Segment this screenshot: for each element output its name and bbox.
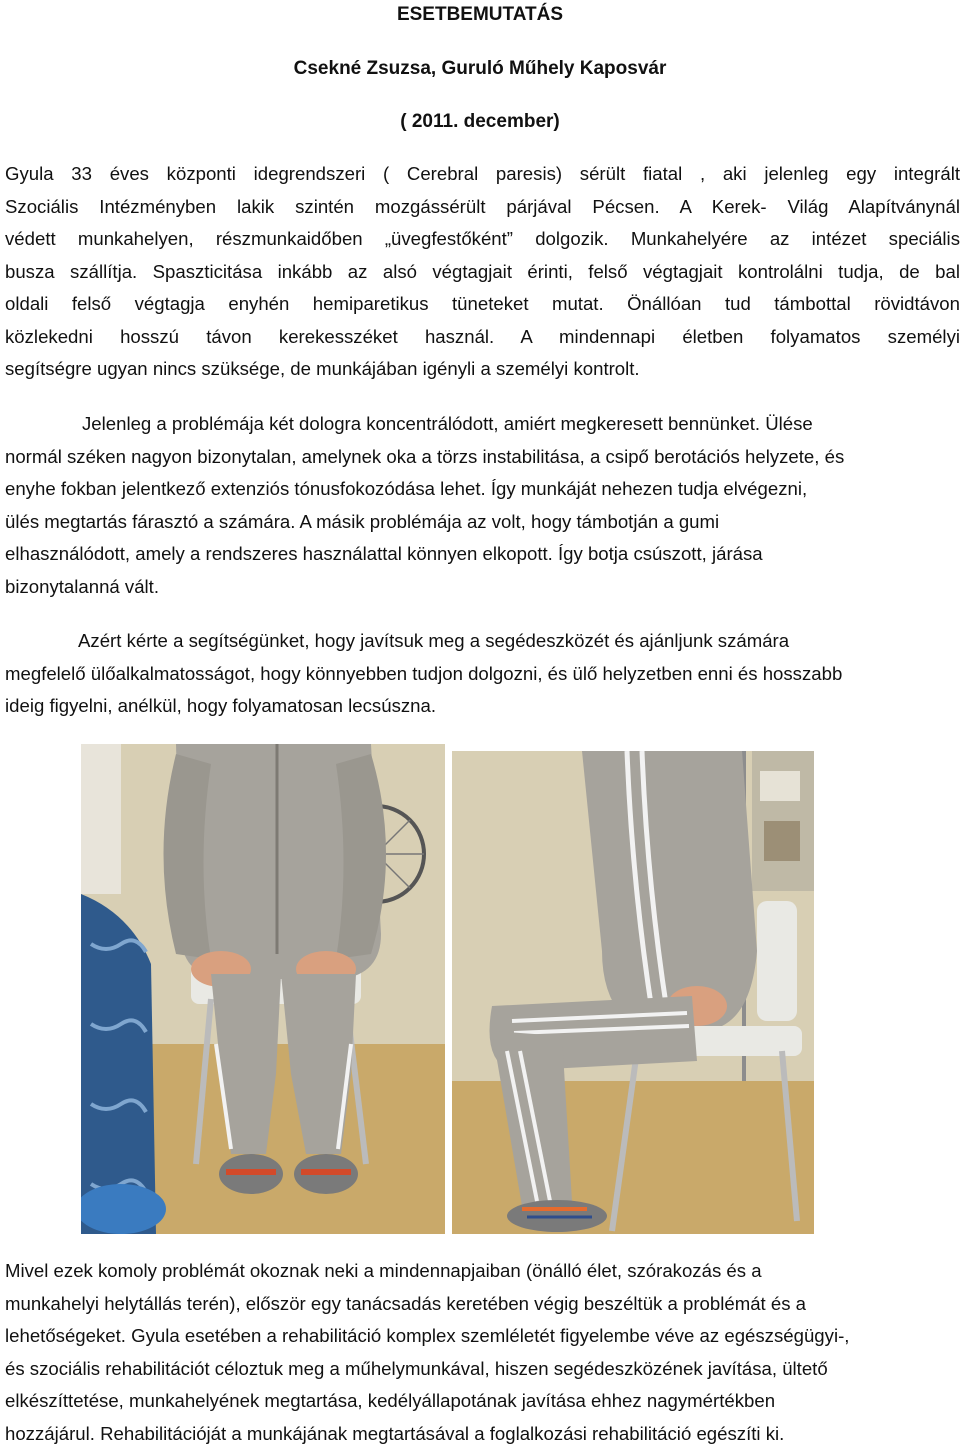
document-date: ( 2011. december) <box>0 110 960 134</box>
document-title: ESETBEMUTATÁS <box>0 3 960 27</box>
text-line: ideig figyelni, anélkül, hogy folyamatosan lecsúszna. <box>5 690 960 723</box>
text-line: védett munkahelyen, részmunkaidőben „üvegfestőként” dolgozik. Munkahelyére az intézet speciális <box>5 223 960 256</box>
text-line: busza szállítja. Spaszticitása inkább az alsó végtagjait érinti, felső végtagjait kontrolálni tudja, de bal <box>5 256 960 289</box>
text-line: Jelenleg a problémája két dologra koncentrálódott, amiért megkeresett bennünket. Ülése <box>5 408 960 441</box>
text-line: ülés megtartás fárasztó a számára. A másik problémája az volt, hogy támbotján a gumi <box>5 506 960 539</box>
text-line: elhasználódott, amely a rendszeres használattal könnyen elkopott. Így botja csúszott, járása <box>5 538 960 571</box>
text-line: oldali felső végtagja enyhén hemiparetikus tüneteket mutat. Önállóan tud támbottal rövidtávon <box>5 288 960 321</box>
paragraph-4 <box>5 1255 960 1450</box>
text-line: közlekedni hosszú távon kerekesszéket használ. A mindennapi életben folyamatos személyi <box>5 321 960 354</box>
text-line: Mivel ezek komoly problémát okoznak neki a mindennapjaiban (önálló élet, szórakozás és a <box>5 1255 960 1288</box>
text-line: elkészíttetése, munkahelyének megtartása, kedélyállapotának javítása ehhez nagymértékben <box>5 1385 960 1418</box>
photo-side-seated <box>452 751 814 1234</box>
text-line: enyhe fokban jelentkező extenziós tónusfokozódása lehet. Így munkáját nehezen tudja elvégezni, <box>5 473 960 506</box>
text-line: segítségre ugyan nincs szüksége, de munkájában igényli a személyi kontrolt. <box>5 353 960 386</box>
text-line: Gyula 33 éves központi idegrendszeri ( Cerebral paresis) sérült fiatal , aki jelenleg egy integrált <box>5 158 960 191</box>
paragraph-2 <box>5 408 960 603</box>
text-line: hozzájárul. Rehabilitációját a munkájának megtartásával a foglalkozási rehabilitáció egészíti ki. <box>5 1418 960 1450</box>
text-line: bizonytalanná vált. <box>5 571 960 604</box>
text-line: normál széken nagyon bizonytalan, amelynek oka a törzs instabilitása, a csipő berotációs helyzete, és <box>5 441 960 474</box>
document-author: Csekné Zsuzsa, Guruló Műhely Kaposvár <box>0 57 960 81</box>
paragraph-3 <box>5 625 960 723</box>
text-line: és szociális rehabilitációt céloztuk meg a műhelymunkával, hiszen segédeszközének javítása, ültető <box>5 1353 960 1386</box>
text-line: Azért kérte a segítségünket, hogy javítsuk meg a segédeszközét és ajánljunk számára <box>5 625 960 658</box>
text-line: megfelelő ülőalkalmatosságot, hogy könnyebben tudjon dolgozni, és ülő helyzetben enni és hosszabb <box>5 658 960 691</box>
text-line: lehetőségeket. Gyula esetében a rehabilitáció komplex szemléletét figyelembe véve az egészségügyi-, <box>5 1320 960 1353</box>
paragraph-1 <box>5 158 960 386</box>
photo-front-seated <box>81 744 445 1234</box>
text-line: Szociális Intézményben lakik szintén mozgássérült párjával Pécsen. A Kerek- Világ Alapítványnál <box>5 191 960 224</box>
text-line: munkahelyi helytállás terén), először egy tanácsadás keretében végig beszéltük a problémát és a <box>5 1288 960 1321</box>
